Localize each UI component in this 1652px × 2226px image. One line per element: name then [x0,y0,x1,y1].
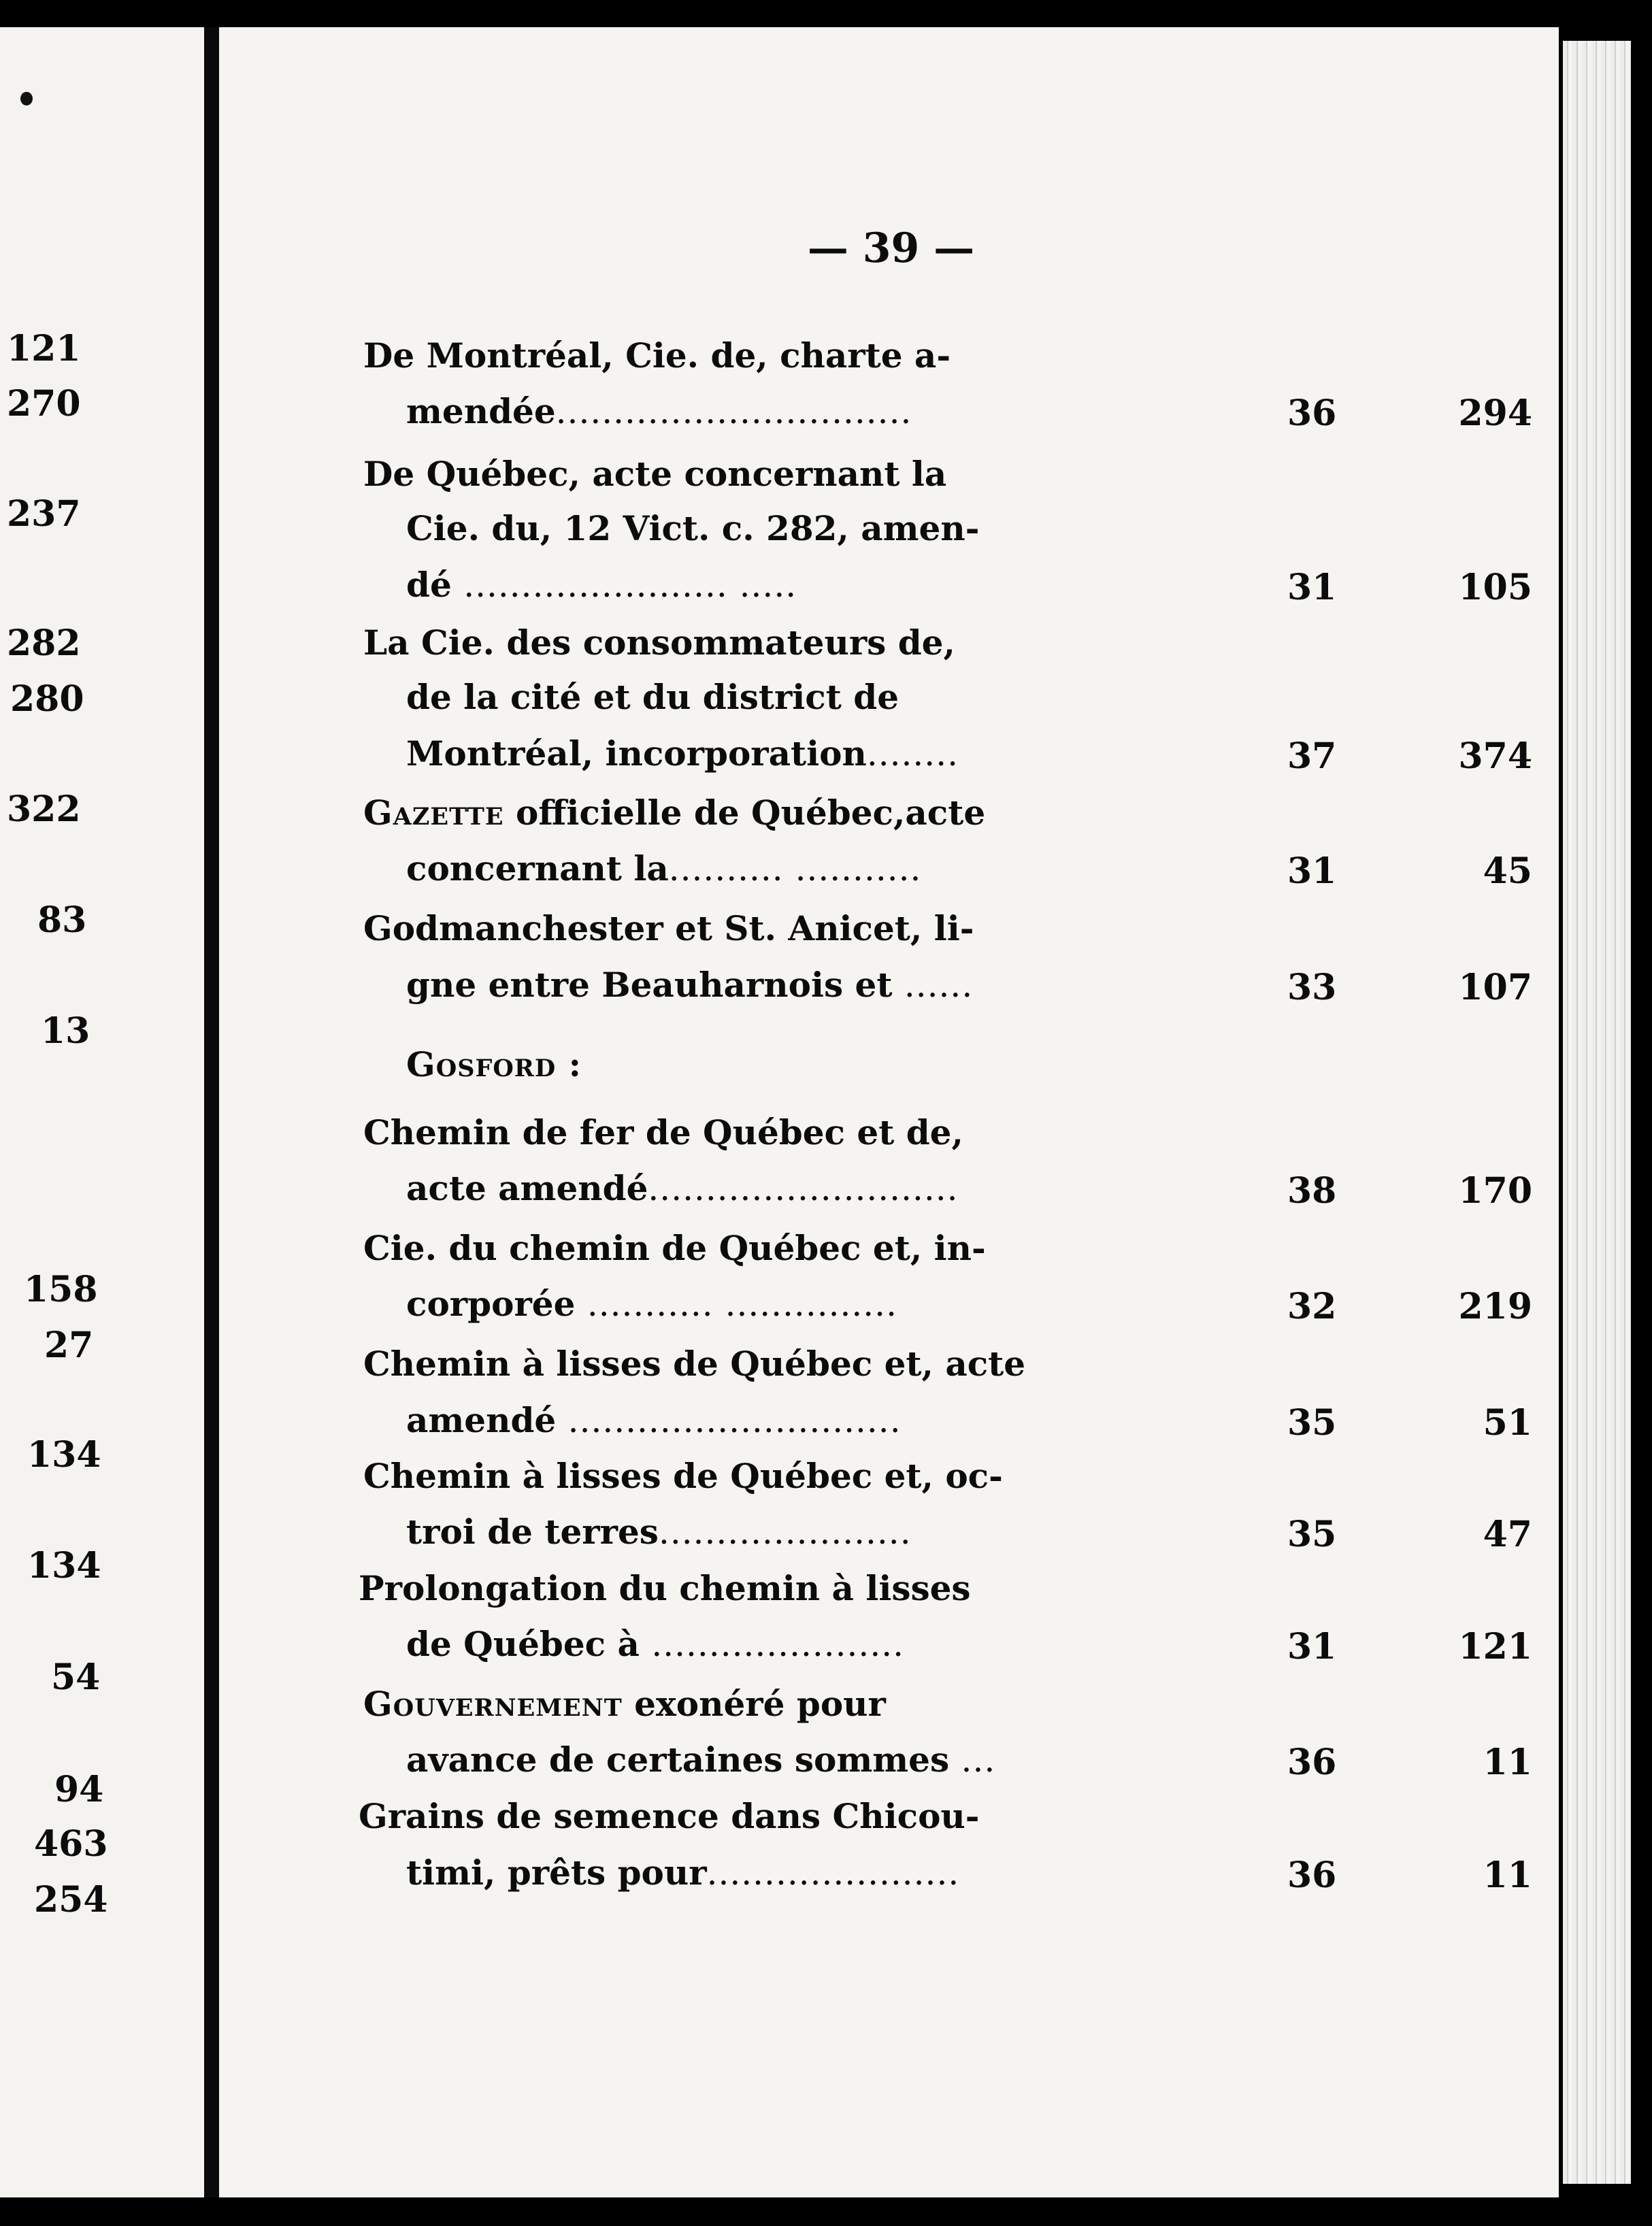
book-gutter [204,27,219,2197]
volume-number: 31 [1287,850,1337,892]
entry-line: Cie. du, 12 Vict. c. 282, amen- [406,508,980,548]
volume-number: 35 [1287,1514,1337,1555]
prev-page-number: 254 [34,1879,108,1921]
page-reference: 47 [1483,1514,1532,1555]
volume-number: 36 [1287,1855,1337,1896]
entry-line: de Québec à ...................... [406,1624,905,1664]
index-page [219,27,1563,2197]
entry-line: Godmanchester et St. Anicet, li- [363,908,974,948]
ink-dot [20,92,33,105]
entry-line: gne entre Beauharnois et ...... [406,965,974,1005]
page-edges [1563,41,1631,2184]
volume-number: 36 [1287,393,1337,434]
volume-number: 37 [1287,735,1337,777]
prev-page-number: 134 [27,1545,101,1587]
page-reference: 105 [1458,567,1532,608]
entry-line: De Montréal, Cie. de, charte a- [363,335,951,376]
entry-line: troi de terres...................... [406,1512,912,1552]
entry-line: La Cie. des consommateurs de, [363,622,955,663]
prev-page-number: 280 [10,678,84,720]
volume-number: 32 [1287,1286,1337,1327]
volume-number: 38 [1287,1170,1337,1212]
entry-line: Prolongation du chemin à lisses [359,1568,971,1608]
entry-line: Gazette officielle de Québec,acte [363,793,986,833]
entry-line: avance de certaines sommes ... [406,1740,996,1780]
page-number: — 39 — [807,225,975,272]
section-heading: Gosford : [406,1044,582,1084]
entry-line: dé ....................... ..... [406,565,797,605]
prev-page-number: 13 [41,1010,90,1052]
prev-page-number: 54 [51,1657,101,1698]
page-reference: 374 [1458,735,1532,777]
page-reference: 107 [1458,967,1532,1008]
prev-page-number: 270 [7,383,81,425]
page-reference: 51 [1483,1402,1532,1444]
prev-page-number: 121 [7,328,81,369]
page-reference: 121 [1458,1626,1532,1667]
prev-page-number: 27 [44,1325,94,1366]
volume-number: 33 [1287,967,1337,1008]
page-reference: 294 [1458,393,1532,434]
prev-page-number: 94 [54,1769,104,1810]
entry-line: timi, prêts pour...................... [406,1853,960,1893]
entry-line: corporée ........... ............... [406,1284,897,1324]
entry-line: de la cité et du district de [406,677,899,717]
entry-line: Chemin de fer de Québec et de, [363,1112,963,1152]
page-reference: 219 [1458,1286,1532,1327]
page-reference: 11 [1483,1855,1532,1896]
entry-line: acte amendé........................... [406,1168,959,1208]
entry-line: Montréal, incorporation........ [406,733,959,774]
page-reference: 170 [1458,1170,1532,1212]
prev-page-number: 322 [7,788,81,830]
entry-line: Chemin à lisses de Québec et, oc- [363,1456,1003,1496]
entry-line: Cie. du chemin de Québec et, in- [363,1228,986,1268]
previous-page [0,27,204,2197]
entry-line: Grains de semence dans Chicou- [359,1796,980,1836]
prev-page-number: 158 [24,1269,98,1310]
prev-page-number: 463 [34,1823,108,1865]
page-reference: 45 [1483,850,1532,892]
volume-number: 35 [1287,1402,1337,1444]
entry-line: De Québec, acte concernant la [363,454,947,494]
volume-number: 36 [1287,1742,1337,1783]
entry-line: amendé ............................. [406,1400,902,1440]
entry-line: concernant la.......... ........... [406,848,922,888]
page-edge-line [1559,27,1563,2197]
prev-page-number: 83 [37,899,87,941]
entry-line: mendée............................... [406,391,912,431]
volume-number: 31 [1287,1626,1337,1667]
entry-line: Gouvernement exonéré pour [363,1684,886,1724]
volume-number: 31 [1287,567,1337,608]
prev-page-number: 134 [27,1434,101,1476]
page-reference: 11 [1483,1742,1532,1783]
entry-line: Chemin à lisses de Québec et, acte [363,1344,1026,1384]
prev-page-number: 237 [7,493,81,535]
prev-page-number: 282 [7,622,81,664]
